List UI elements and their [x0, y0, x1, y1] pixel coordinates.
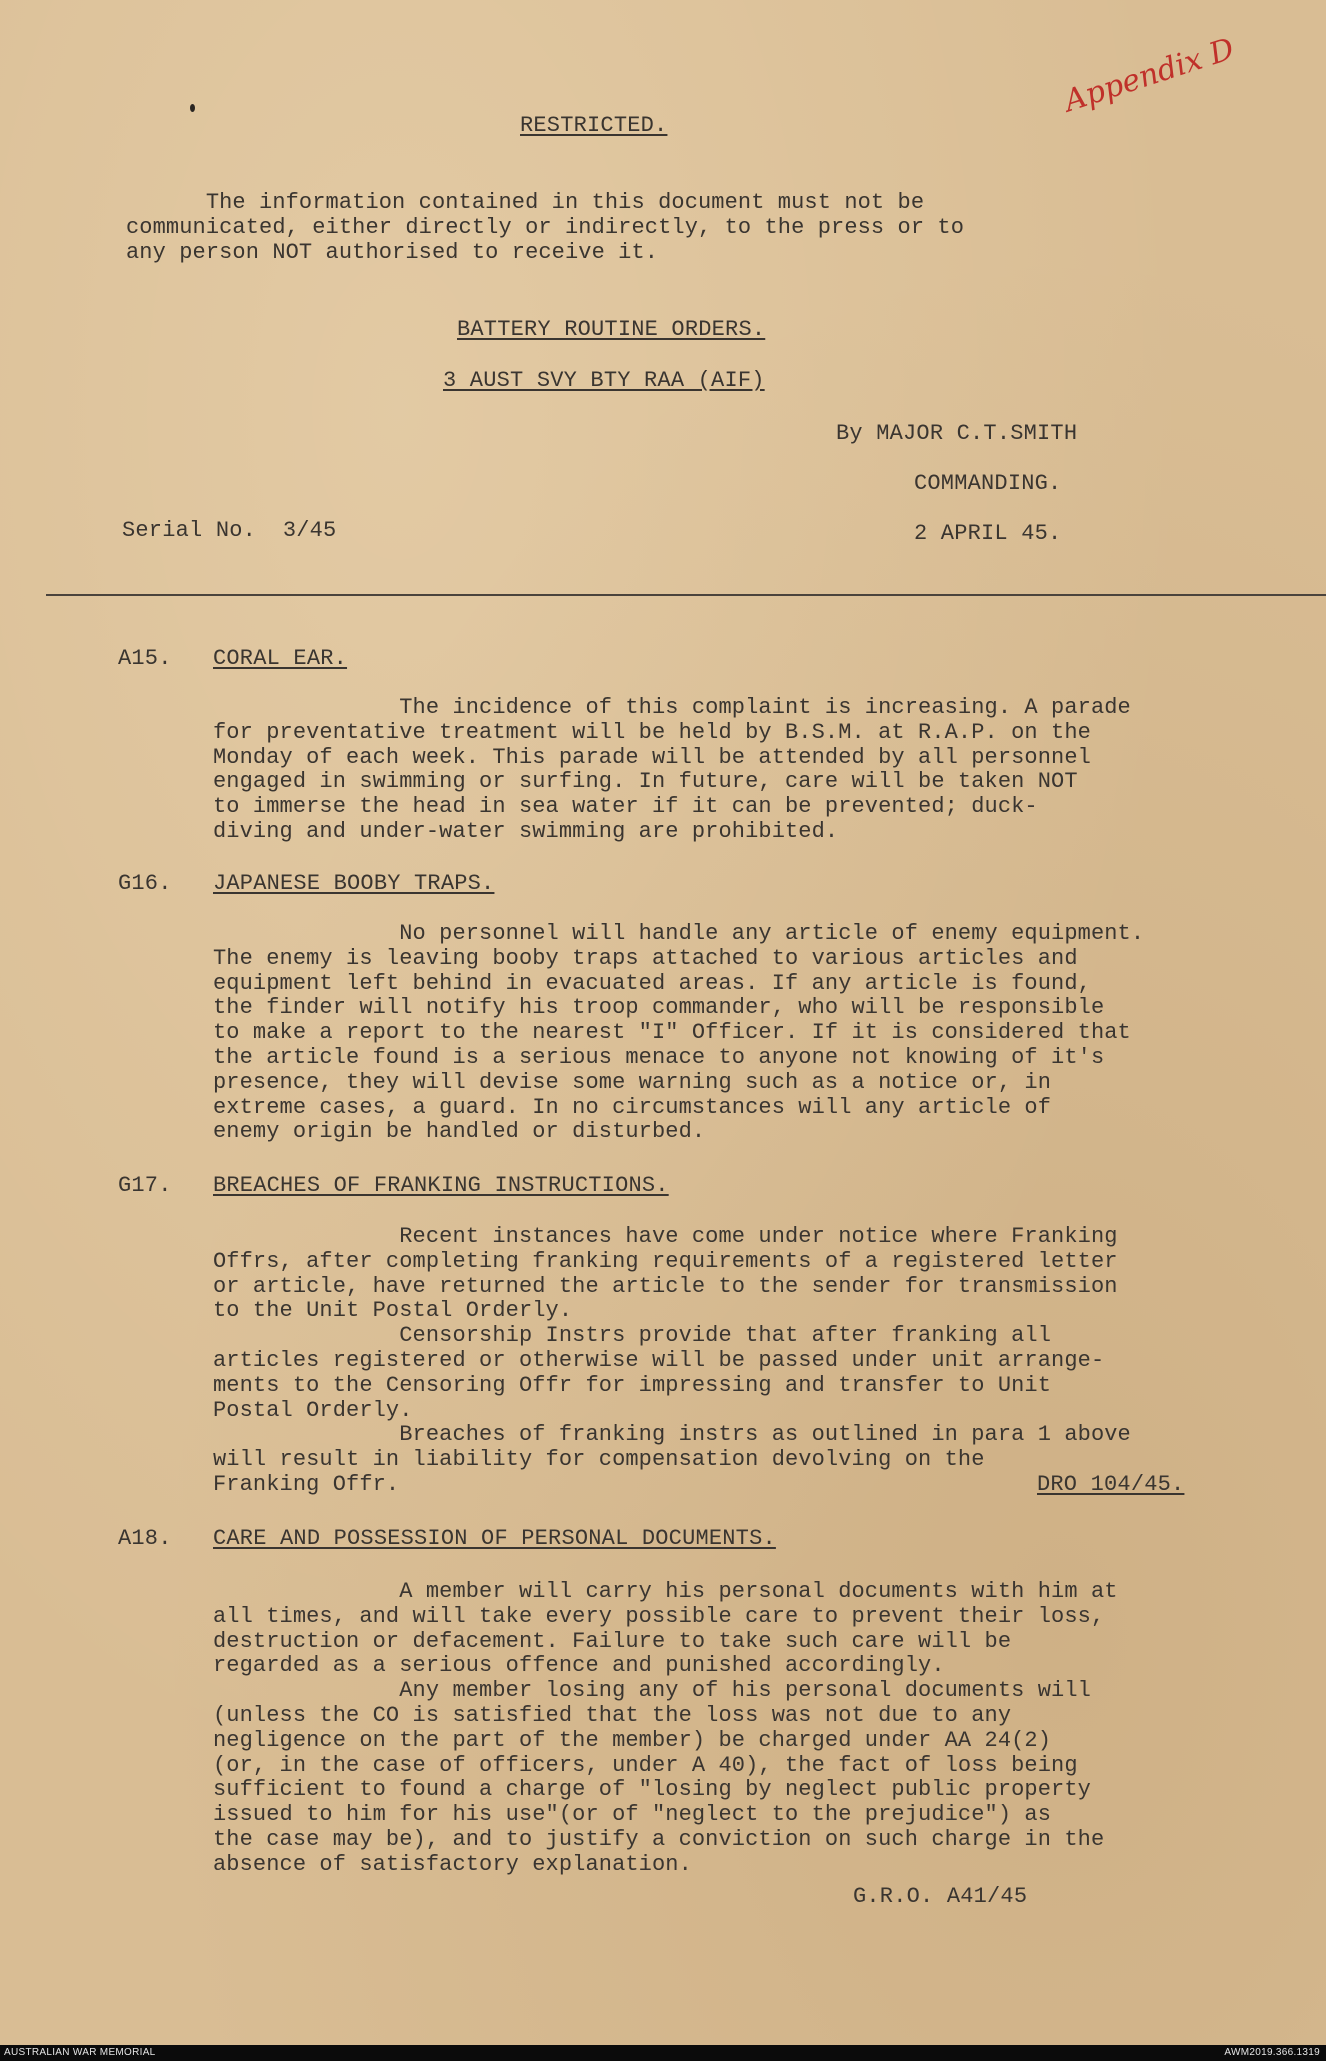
document-title: BATTERY ROUTINE ORDERS.	[457, 317, 766, 342]
body-line: or article, have returned the article to the sender for transmission	[213, 1273, 1118, 1299]
body-line: engaged in swimming or surfing. In future, care will be taken NOT	[213, 769, 1078, 795]
section-body	[213, 922, 1144, 1145]
body-line: absence of satisfactory explanation.	[213, 1851, 692, 1877]
handwritten-annotation: Appendix D	[1060, 31, 1239, 120]
notice-line: The information contained in this document must not be	[126, 190, 925, 215]
body-line: The incidence of this complaint is increasing. A parade	[213, 695, 1131, 720]
security-notice	[126, 191, 964, 265]
body-line: enemy origin be handled or disturbed.	[213, 1119, 706, 1145]
section-code: A15.	[118, 646, 172, 671]
section-heading: CARE AND POSSESSION OF PERSONAL DOCUMENTS.	[213, 1526, 776, 1551]
body-line: Postal Orderly.	[213, 1397, 413, 1423]
body-line: Recent instances have come under notice where Franking	[213, 1224, 1118, 1249]
body-line: to immerse the head in sea water if it can be prevented; duck-	[213, 794, 1038, 820]
body-line: the article found is a serious menace to anyone not knowing of it's	[213, 1044, 1105, 1070]
issued-by: By MAJOR C.T.SMITH	[836, 421, 1078, 446]
section-body	[213, 1225, 1131, 1498]
section-body	[213, 696, 1131, 845]
section-reference: G.R.O. A41/45	[853, 1884, 1028, 1909]
body-line: Breaches of franking instrs as outlined in para 1 above	[213, 1422, 1131, 1448]
restricted-heading: RESTRICTED.	[520, 113, 668, 138]
section-code: A18.	[118, 1526, 172, 1551]
body-line: (or, in the case of officers, under A 40), the fact of loss being	[213, 1752, 1078, 1778]
body-line: sufficient to found a charge of "losing by neglect public property	[213, 1777, 1091, 1803]
notice-line: communicated, either directly or indirectly, to the press or to	[126, 214, 965, 240]
section-reference: DRO 104/45.	[1037, 1472, 1185, 1497]
archive-footer	[0, 2045, 1326, 2061]
body-line: the finder will notify his troop commander, who will be responsible	[213, 995, 1105, 1021]
body-line: to the Unit Postal Orderly.	[213, 1298, 573, 1324]
section-body	[213, 1580, 1118, 1878]
body-line: equipment left behind in evacuated areas. If any article is found,	[213, 970, 1091, 996]
body-line: negligence on the part of the member) be charged under AA 24(2)	[213, 1727, 1052, 1753]
body-line: Any member losing any of his personal documents will	[213, 1678, 1091, 1704]
body-line: regarded as a serious offence and punished accordingly.	[213, 1653, 945, 1679]
header-divider	[46, 594, 1326, 596]
commanding-label: COMMANDING.	[914, 471, 1062, 496]
section-heading: BREACHES OF FRANKING INSTRUCTIONS.	[213, 1173, 669, 1198]
body-line: all times, and will take every possible care to prevent their loss,	[213, 1603, 1105, 1629]
body-line: to make a report to the nearest "I" Officer. If it is considered that	[213, 1020, 1131, 1046]
body-line: Monday of each week. This parade will be attended by all personnel	[213, 744, 1091, 770]
body-line: articles registered or otherwise will be passed under unit arrange-	[213, 1347, 1105, 1373]
body-line: presence, they will devise some warning such as a notice or, in	[213, 1069, 1052, 1095]
notice-line: any person NOT authorised to receive it.	[126, 239, 659, 265]
body-line: The enemy is leaving booby traps attached to various articles and	[213, 945, 1078, 971]
body-line: destruction or defacement. Failure to take such care will be	[213, 1628, 1012, 1654]
section-heading: CORAL EAR.	[213, 646, 348, 671]
section-code: G17.	[118, 1173, 172, 1198]
section-code: G16.	[118, 871, 172, 896]
body-line: ments to the Censoring Offr for impressing and transfer to Unit	[213, 1372, 1052, 1398]
unit-name: 3 AUST SVY BTY RAA (AIF)	[443, 368, 765, 393]
footer-accession-number: AWM2019.366.1319	[1224, 2047, 1320, 2058]
body-line: the case may be), and to justify a conviction on such charge in the	[213, 1826, 1105, 1852]
ink-mark	[190, 104, 195, 112]
body-line: extreme cases, a guard. In no circumstances will any article of	[213, 1094, 1052, 1120]
section-heading: JAPANESE BOOBY TRAPS.	[213, 871, 495, 896]
body-line: Offrs, after completing franking requirements of a registered letter	[213, 1248, 1118, 1274]
body-line: (unless the CO is satisfied that the loss was not due to any	[213, 1702, 1012, 1728]
body-line: A member will carry his personal documents with him at	[213, 1579, 1118, 1604]
issue-date: 2 APRIL 45.	[914, 521, 1062, 546]
body-line: diving and under-water swimming are prohibited.	[213, 818, 839, 844]
body-line: will result in liability for compensation devolving on the	[213, 1447, 985, 1473]
footer-source: AUSTRALIAN WAR MEMORIAL	[4, 2047, 156, 2058]
body-line: issued to him for his use"(or of "neglect to the prejudice") as	[213, 1802, 1052, 1828]
body-line: for preventative treatment will be held by B.S.M. at R.A.P. on the	[213, 719, 1091, 745]
body-line: Censorship Instrs provide that after franking all	[213, 1323, 1052, 1349]
body-line: Franking Offr.	[213, 1471, 400, 1497]
body-line: No personnel will handle any article of enemy equipment.	[213, 921, 1145, 946]
serial-number: Serial No. 3/45	[122, 518, 337, 543]
